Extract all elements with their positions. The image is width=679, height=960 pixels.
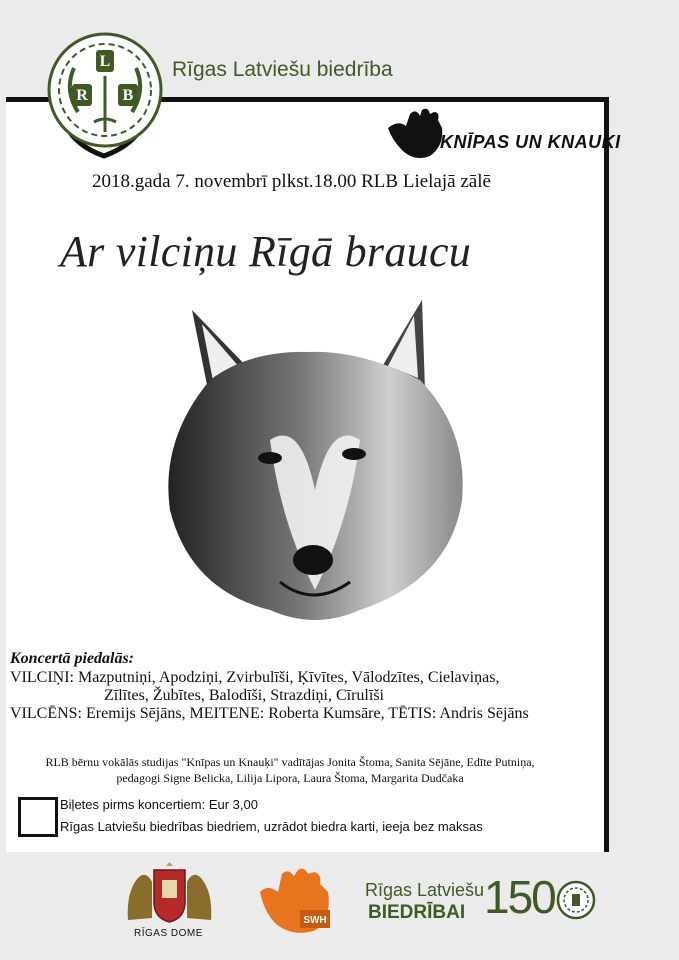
rlb150-number: 150 bbox=[484, 871, 555, 923]
knipas-logo-text: KNĪPAS UN KNAUĶI bbox=[440, 132, 621, 152]
credits bbox=[10, 754, 570, 786]
performers-line-3: VILCĒNS: Eremijs Sējāns, MEITENE: Roberta Kumsāre, TĒTIS: Andris Sējāns bbox=[10, 705, 529, 722]
credits-line-1: RLB bērnu vokālās studijas "Knīpas un Knauķi" vadītājas Jonita Štoma, Sanita Sējāne, Edīte Putniņa, bbox=[45, 755, 535, 769]
concert-title: Ar vilciņu Rīgā braucu bbox=[60, 227, 472, 276]
credits-line-2: pedagogi Signe Belicka, Lilija Lipora, Laura Štoma, Margarita Dudčaka bbox=[116, 771, 464, 785]
seal-letter-r: R bbox=[76, 87, 88, 104]
rlb-seal-logo bbox=[44, 28, 166, 160]
performers-heading: Koncertā piedalās: bbox=[10, 650, 134, 667]
orange-hand-logo bbox=[254, 866, 346, 938]
org-title: Rīgas Latviešu biedrība bbox=[172, 58, 393, 81]
rlb150-line-2: BIEDRĪBAI bbox=[368, 902, 466, 923]
riga-dome-label: RĪGAS DOME bbox=[134, 928, 203, 939]
seal-letter-l: L bbox=[99, 53, 111, 70]
performers-line-2: Zīlītes, Žubītes, Balodīši, Strazdiņi, Cīrulīši bbox=[104, 687, 384, 704]
ticket-price: Biļetes pirms koncertiem: Eur 3,00 bbox=[60, 797, 258, 812]
small-rlb-seal bbox=[556, 880, 596, 920]
riga-coat-of-arms bbox=[122, 862, 217, 924]
ticket-member-note: Rīgas Latviešu biedrības biedriem, uzrādot biedra karti, ieeja bez maksas bbox=[60, 819, 483, 834]
hand-logo-text: SWH bbox=[303, 915, 327, 926]
rlb150-line-1: Rīgas Latviešu bbox=[365, 880, 485, 900]
seal-letter-b: B bbox=[122, 87, 134, 104]
performers-line-1: VILCIŅI: Mazputniņi, Apodziņi, Zvirbulīši, Ķīvītes, Vālodzītes, Cielaviņas, bbox=[10, 669, 500, 686]
wolf-illustration bbox=[150, 290, 480, 635]
event-date-place: 2018.gada 7. novembrī plkst.18.00 RLB Lielajā zālē bbox=[92, 171, 491, 192]
ticket-checkbox bbox=[18, 797, 58, 837]
